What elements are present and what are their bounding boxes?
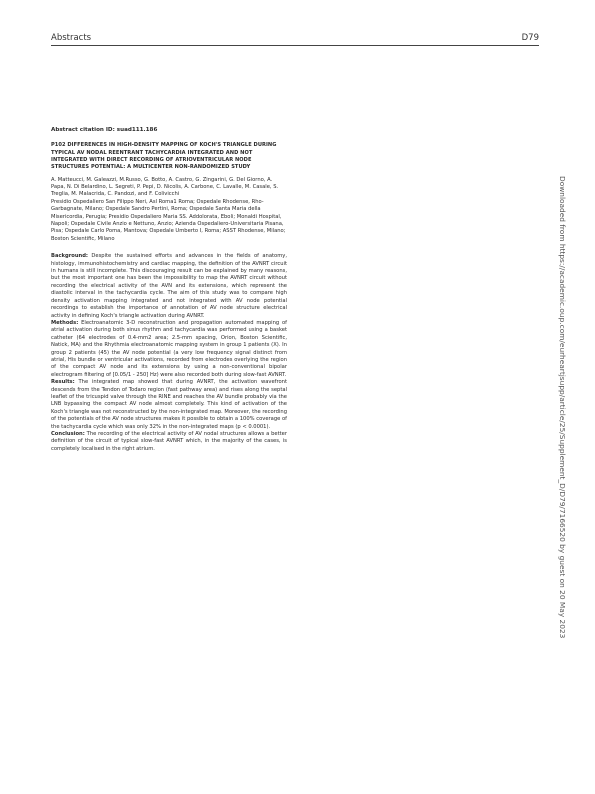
author-list: A. Matteucci, M. Galeazzi, M.Russo, G. Botto, A. Castro, G. Zingarini, G. Del Giorno, A. Papa, N. Di Belardino, L. Segreti, P. Pepi, D. Nicolis, A. Carbone, C. Lavalle, M. Casale, S. Treglia, M. Malacrida, C. Pandozi, and F. Colivicchi [51,176,279,198]
section-label: Methods: [51,319,79,326]
section-text: Electroanatomic 3-D reconstruction and propagation automated mapping of atrial activation during both sinus rhythm and tachycardia was performed using a basket catheter (64 electrodes of 0.4-mm2 area; 2.5-mm spacing, Orion, Boston Scientific, Natick, MA) and the Rhythmia electroanatomic mapping system in group 1 patients (X). In group 2 patients (45) the AV node potential (a very low frequency signal distinct from atrial, His bundle or ventricular activations, recorded from electrodes overlying the region of the compact AV node and its extensions by using a non-conventional bipolar electrogram filtering of [0.05/1 - 250] Hz) were also recorded both during slow-fast AVNRT. [51,319,287,378]
section-label: Results: [51,379,75,386]
section-text: Despite the sustained efforts and advances in the fields of anatomy, histology, immunohistochemistry and cardiac mapping, the definition of the AVNRT circuit in humans is still incomplete. This discouraging result can be explained by many reasons, but the most important one has been the impossibility to map the AVNRT circuit without recording the electrical activity of the AVN and its extensions, which represent the diastolic interval in the tachycardia cycle. The aim of this study was to compare high density activation mapping integrated and not integrated with AV node potential recordings to establish the importance of annotation of AV node structure electrical activity in defining Koch's triangle activation during AVNRT. [51,253,287,319]
section-title: Abstracts [51,33,92,43]
methods-paragraph [51,320,287,379]
affiliation-list: Presidio Ospedaliero San Filippo Neri, Asl Roma1 Roma; Ospedale Rhodense, Rho-Garbagnate, Milano; Ospedale Sandro Pertini, Roma; Ospedale Santa Maria della Misericordia, Perugia; Presidio Ospedaliero Maria SS. Addolorata, Eboli; Monaldi Hospital, Napoli; Ospedale Civile Anzio e Nettuno, Anzio; Azienda Ospedaliero-Universitaria Pisana, Pisa; Ospedale Carlo Poma, Mantova; Ospedale Umberto I, Roma; ASST Rhodense, Milano; Boston Scientific, Milano [51,198,286,242]
page-number: D79 [521,33,539,43]
background-paragraph [51,253,287,320]
section-text: The recording of the electrical activity of AV nodal structures allows a better definition of the circuit of typical slow-fast AVNRT which, in the majority of the cases, is completely localised in the right atrium. [51,431,287,452]
results-paragraph [51,379,287,431]
author-block [51,177,287,244]
section-label: Conclusion: [51,431,85,437]
conclusion-paragraph [51,431,287,453]
abstract-citation-id: Abstract citation ID: suad111.186 [51,127,158,133]
section-label: Background: [51,253,88,260]
section-text: The integrated map showed that during AVNRT, the activation wavefront descends from the Tendon of Todaro region (fast pathway area) and rises along the septal leaflet of the tricuspid valve through the RINE and reaches the AV bundle probably via the LNB bypassing the compact AV node almost completely. This kind of activation of the Koch's triangle was not reconstructed by the non-integrated map. Moreover, the recording of the potentials of the AV node structures makes it possible to obtain a 100% coverage of the tachycardia cycle which was only 32% in the non-integrated maps (p < 0.0001). [51,379,287,430]
download-watermark: Downloaded from https://academic.oup.com/eurheartjsupp/article/25/Supplement_D/D79/7166520 by guest on 20 May 2023 [558,176,567,639]
header-rule [51,45,539,46]
abstract-column [51,127,287,453]
abstract-title: P102 DIFFERENCES IN HIGH-DENSITY MAPPING OF KOCH'S TRIANGLE DURING TYPICAL AV NODAL REENTRANT TACHYCARDIA INTEGRATED AND NOT INTEGRATED WITH DIRECT RECORDING OF ATRIOVENTRICULAR NODE STRUCTURES POTENTIAL: A MULTICENTER NON-RANDOMIZED STUDY [51,142,277,171]
